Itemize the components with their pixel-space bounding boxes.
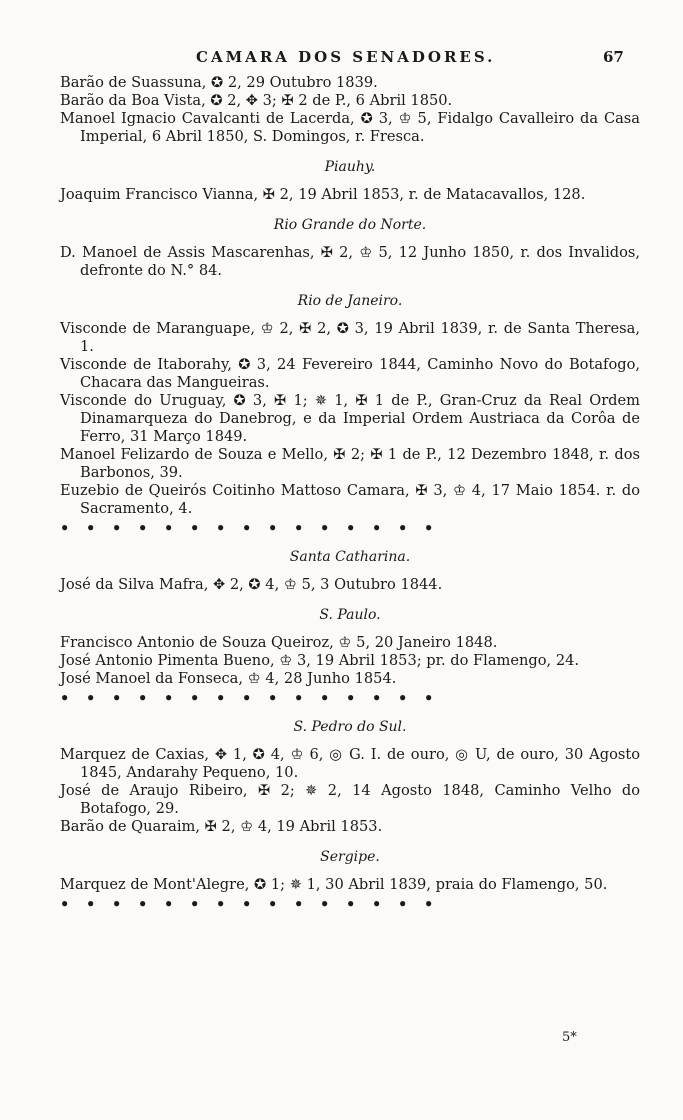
entry: José de Araujo Ribeiro, ✠ 2; ✵ 2, 14 Agosto 1848, Caminho Velho do Botafogo, 29. (60, 782, 640, 817)
entry: Barão de Quaraim, ✠ 2, ♔ 4, 19 Abril 1853. (60, 818, 383, 835)
section-heading-rio-grande-do-norte: Rio Grande do Norte. (273, 217, 427, 233)
entry: Visconde do Uruguay, ✪ 3, ✠ 1; ✵ 1, ✠ 1 de P., Gran-Cruz da Real Ordem Dinamarqueza do Danebrog, e da Imperial Ordem Austriaca da Corôa de Ferro, 31 Março 1849. (60, 392, 640, 445)
entry: José Manoel da Fonseca, ♔ 4, 28 Junho 1854. (60, 670, 397, 687)
printer-signature: 5* (562, 1030, 577, 1045)
entry: Visconde de Maranguape, ♔ 2, ✠ 2, ✪ 3, 19 Abril 1839, r. de Santa Theresa, 1. (60, 320, 640, 355)
entry: José Antonio Pimenta Bueno, ♔ 3, 19 Abril 1853; pr. do Flamengo, 24. (60, 652, 580, 669)
section-heading-rio-de-janeiro: Rio de Janeiro. (297, 293, 403, 309)
entry: Barão da Boa Vista, ✪ 2, ✥ 3; ✠ 2 de P., 6 Abril 1850. (60, 92, 453, 109)
entry: José da Silva Mafra, ✥ 2, ✪ 4, ♔ 5, 3 Outubro 1844. (60, 576, 443, 593)
entry: Marquez de Caxias, ✥ 1, ✪ 4, ♔ 6, ◎ G. I. de ouro, ◎ U, de ouro, 30 Agosto 1845, Andarahy Pequeno, 10. (60, 746, 640, 781)
entry: Marquez de Mont'Alegre, ✪ 1; ✵ 1, 30 Abril 1839, praia do Flamengo, 50. (60, 876, 608, 893)
entry: Manoel Felizardo de Souza e Mello, ✠ 2; ✠ 1 de P., 12 Dezembro 1848, r. dos Barbonos, 39. (60, 446, 640, 481)
dot-leader: • • • • • • • • • • • • • • • (60, 520, 434, 537)
page-header (0, 44, 683, 74)
dot-leader: • • • • • • • • • • • • • • • (60, 690, 434, 707)
entry: Manoel Ignacio Cavalcanti de Lacerda, ✪ 3, ♔ 5, Fidalgo Cavalleiro da Casa Imperial, 6 Abril 1850, S. Domingos, r. Fresca. (60, 110, 640, 145)
entry: Joaquim Francisco Vianna, ✠ 2, 19 Abril 1853, r. de Matacavallos, 128. (60, 186, 586, 203)
entry: Barão de Suassuna, ✪ 2, 29 Outubro 1839. (60, 74, 378, 91)
page-body (60, 74, 640, 916)
page-number: 67 (603, 48, 624, 66)
entry: D. Manoel de Assis Mascarenhas, ✠ 2, ♔ 5, 12 Junho 1850, r. dos Invalidos, defronte do N.° 84. (60, 244, 640, 279)
section-heading-s-pedro-do-sul: S. Pedro do Sul. (293, 719, 407, 735)
entry: Euzebio de Queirós Coitinho Mattoso Camara, ✠ 3, ♔ 4, 17 Maio 1854. r. do Sacramento, 4. (60, 482, 640, 517)
section-heading-santa-catharina: Santa Catharina. (289, 549, 411, 565)
section-heading-sergipe: Sergipe. (320, 849, 380, 865)
section-heading-s-paulo: S. Paulo. (319, 607, 381, 623)
section-heading-piauhy: Piauhy. (324, 159, 376, 175)
entry: Francisco Antonio de Souza Queiroz, ♔ 5, 20 Janeiro 1848. (60, 634, 498, 651)
dot-leader: • • • • • • • • • • • • • • • (60, 896, 434, 913)
entry: Visconde de Itaborahy, ✪ 3, 24 Fevereiro 1844, Caminho Novo do Botafogo, Chacara das Mangueiras. (60, 356, 640, 391)
running-title: CAMARA DOS SENADORES. (196, 48, 496, 66)
